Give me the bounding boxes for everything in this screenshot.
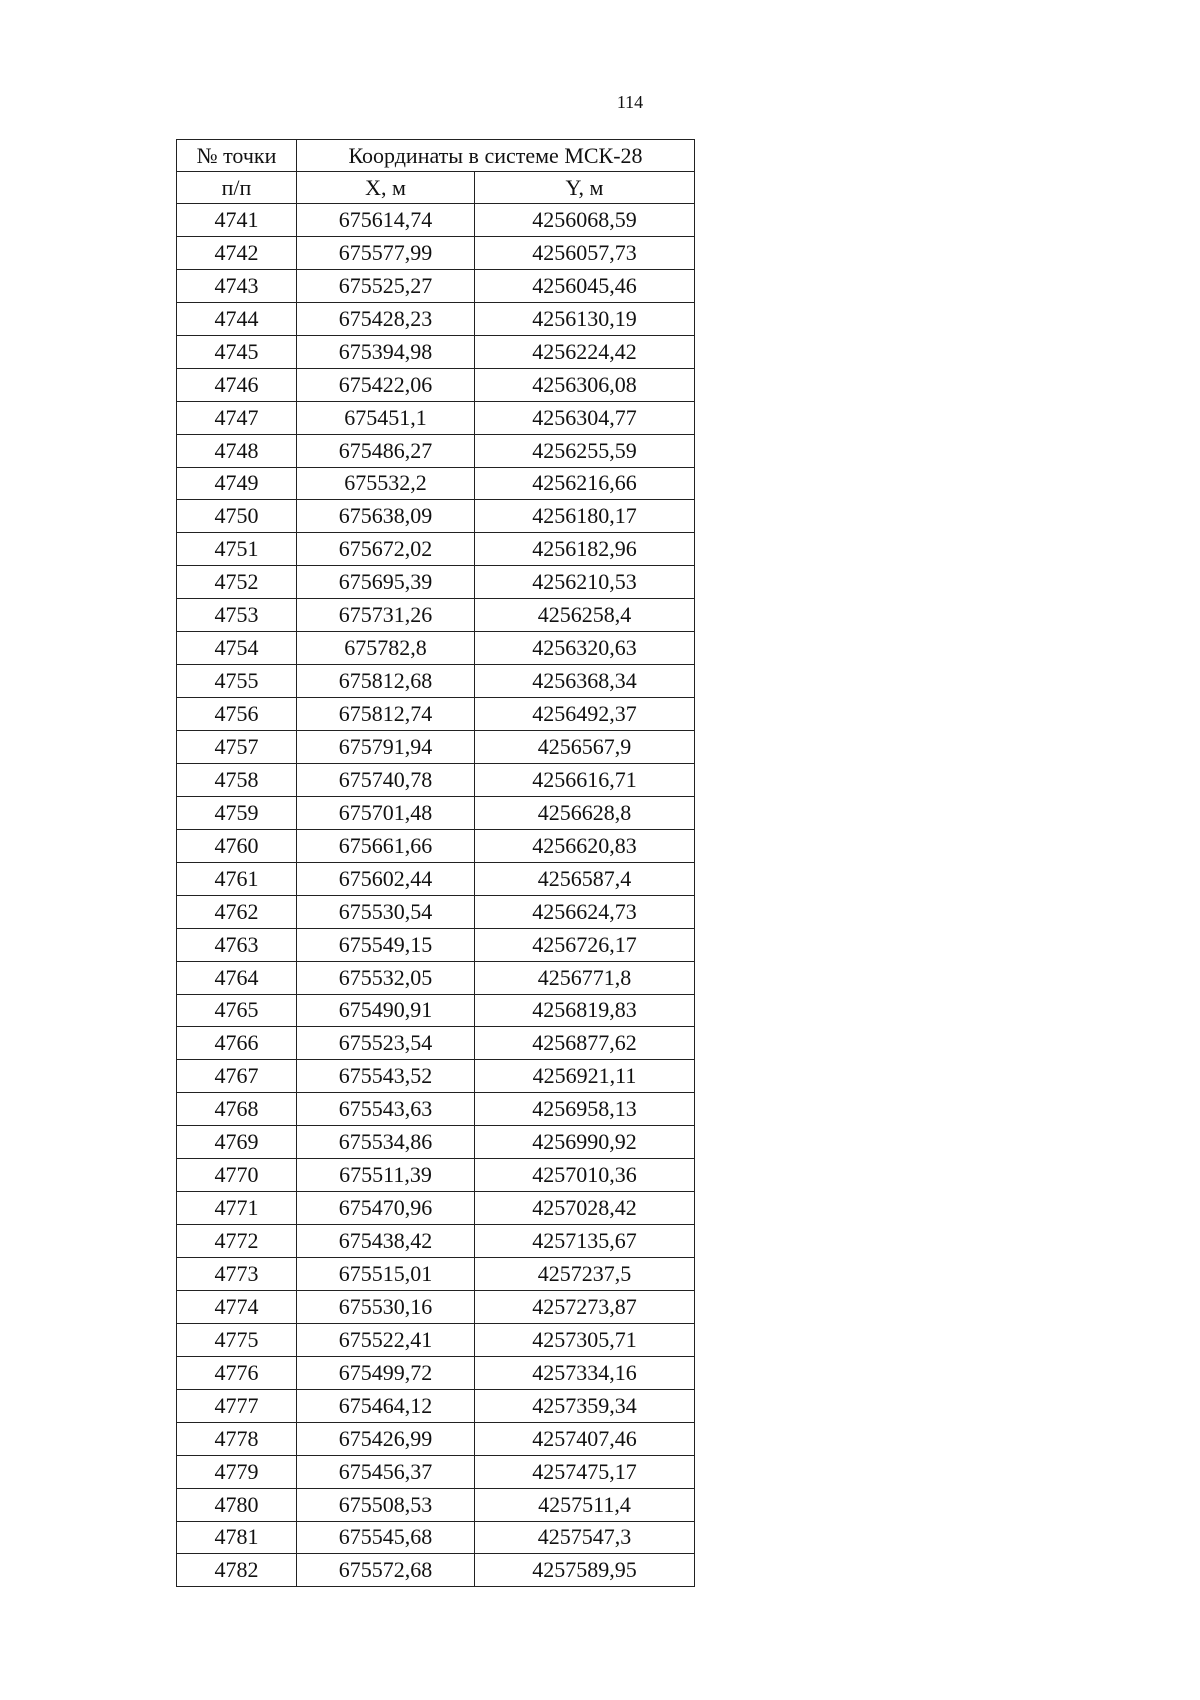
cell-y: 4256587,4	[475, 862, 695, 895]
table-row	[177, 236, 695, 269]
cell-x: 675661,66	[297, 829, 475, 862]
cell-x: 675532,05	[297, 961, 475, 994]
cell-point-number: 4778	[177, 1422, 297, 1455]
cell-y: 4257547,3	[475, 1521, 695, 1554]
cell-x: 675549,15	[297, 928, 475, 961]
table-row	[177, 1126, 695, 1159]
cell-point-number: 4779	[177, 1455, 297, 1488]
table-row	[177, 1554, 695, 1587]
cell-y: 4257475,17	[475, 1455, 695, 1488]
table-row	[177, 1422, 695, 1455]
cell-point-number: 4755	[177, 665, 297, 698]
cell-point-number: 4763	[177, 928, 297, 961]
cell-y: 4256180,17	[475, 500, 695, 533]
cell-point-number: 4765	[177, 994, 297, 1027]
table-row	[177, 204, 695, 237]
cell-x: 675812,74	[297, 698, 475, 731]
table-row	[177, 763, 695, 796]
cell-y: 4256492,37	[475, 698, 695, 731]
cell-x: 675422,06	[297, 368, 475, 401]
cell-point-number: 4773	[177, 1258, 297, 1291]
table-row	[177, 1455, 695, 1488]
cell-y: 4256216,66	[475, 467, 695, 500]
cell-x: 675530,16	[297, 1290, 475, 1323]
cell-point-number: 4759	[177, 796, 297, 829]
cell-y: 4256624,73	[475, 895, 695, 928]
table-row	[177, 928, 695, 961]
table-row	[177, 1093, 695, 1126]
table-row	[177, 566, 695, 599]
cell-point-number: 4741	[177, 204, 297, 237]
table-row	[177, 1323, 695, 1356]
header-coordinates: Координаты в системе МСК-28	[297, 140, 695, 172]
cell-x: 675499,72	[297, 1356, 475, 1389]
cell-y: 4256182,96	[475, 533, 695, 566]
table-row	[177, 500, 695, 533]
cell-x: 675394,98	[297, 335, 475, 368]
cell-x: 675602,44	[297, 862, 475, 895]
page-number: 114	[616, 92, 644, 112]
cell-y: 4257305,71	[475, 1323, 695, 1356]
cell-point-number: 4782	[177, 1554, 297, 1587]
cell-x: 675515,01	[297, 1258, 475, 1291]
cell-x: 675490,91	[297, 994, 475, 1027]
cell-point-number: 4762	[177, 895, 297, 928]
cell-point-number: 4751	[177, 533, 297, 566]
cell-y: 4256057,73	[475, 236, 695, 269]
table-row	[177, 665, 695, 698]
cell-x: 675577,99	[297, 236, 475, 269]
cell-y: 4256306,08	[475, 368, 695, 401]
cell-y: 4256130,19	[475, 302, 695, 335]
cell-point-number: 4743	[177, 269, 297, 302]
cell-x: 675572,68	[297, 1554, 475, 1587]
cell-point-number: 4771	[177, 1192, 297, 1225]
table-row	[177, 1356, 695, 1389]
cell-point-number: 4752	[177, 566, 297, 599]
cell-point-number: 4764	[177, 961, 297, 994]
table-row	[177, 994, 695, 1027]
cell-point-number: 4761	[177, 862, 297, 895]
cell-point-number: 4769	[177, 1126, 297, 1159]
cell-y: 4256620,83	[475, 829, 695, 862]
cell-point-number: 4767	[177, 1060, 297, 1093]
table-row	[177, 1258, 695, 1291]
cell-y: 4256255,59	[475, 434, 695, 467]
table-row	[177, 599, 695, 632]
cell-x: 675530,54	[297, 895, 475, 928]
table-row	[177, 335, 695, 368]
cell-point-number: 4780	[177, 1488, 297, 1521]
cell-point-number: 4744	[177, 302, 297, 335]
cell-point-number: 4756	[177, 698, 297, 731]
table-row	[177, 796, 695, 829]
table-row	[177, 368, 695, 401]
cell-y: 4256224,42	[475, 335, 695, 368]
cell-y: 4257511,4	[475, 1488, 695, 1521]
cell-x: 675545,68	[297, 1521, 475, 1554]
coordinates-table	[176, 139, 695, 1587]
cell-x: 675672,02	[297, 533, 475, 566]
cell-x: 675532,2	[297, 467, 475, 500]
cell-x: 675525,27	[297, 269, 475, 302]
cell-point-number: 4742	[177, 236, 297, 269]
cell-x: 675543,63	[297, 1093, 475, 1126]
cell-y: 4257135,67	[475, 1225, 695, 1258]
cell-x: 675812,68	[297, 665, 475, 698]
table-row	[177, 961, 695, 994]
cell-y: 4257589,95	[475, 1554, 695, 1587]
cell-y: 4257334,16	[475, 1356, 695, 1389]
cell-y: 4257273,87	[475, 1290, 695, 1323]
cell-y: 4256819,83	[475, 994, 695, 1027]
cell-point-number: 4760	[177, 829, 297, 862]
cell-x: 675464,12	[297, 1389, 475, 1422]
cell-x: 675511,39	[297, 1159, 475, 1192]
cell-x: 675543,52	[297, 1060, 475, 1093]
table-row	[177, 1159, 695, 1192]
table-row	[177, 632, 695, 665]
cell-point-number: 4745	[177, 335, 297, 368]
cell-point-number: 4757	[177, 731, 297, 764]
cell-y: 4257237,5	[475, 1258, 695, 1291]
cell-y: 4256258,4	[475, 599, 695, 632]
cell-point-number: 4772	[177, 1225, 297, 1258]
cell-point-number: 4758	[177, 763, 297, 796]
cell-y: 4257010,36	[475, 1159, 695, 1192]
cell-point-number: 4781	[177, 1521, 297, 1554]
header-y: Y, м	[475, 172, 695, 204]
table-row	[177, 467, 695, 500]
cell-y: 4257407,46	[475, 1422, 695, 1455]
cell-y: 4256990,92	[475, 1126, 695, 1159]
cell-y: 4256616,71	[475, 763, 695, 796]
table-row	[177, 1027, 695, 1060]
table-row	[177, 731, 695, 764]
cell-y: 4256921,11	[475, 1060, 695, 1093]
cell-x: 675740,78	[297, 763, 475, 796]
cell-x: 675486,27	[297, 434, 475, 467]
cell-x: 675428,23	[297, 302, 475, 335]
table-row	[177, 302, 695, 335]
table-row	[177, 401, 695, 434]
cell-x: 675638,09	[297, 500, 475, 533]
cell-y: 4257028,42	[475, 1192, 695, 1225]
cell-x: 675782,8	[297, 632, 475, 665]
cell-y: 4256045,46	[475, 269, 695, 302]
cell-y: 4256726,17	[475, 928, 695, 961]
cell-point-number: 4753	[177, 599, 297, 632]
table-row	[177, 862, 695, 895]
cell-y: 4256628,8	[475, 796, 695, 829]
cell-x: 675731,26	[297, 599, 475, 632]
cell-x: 675534,86	[297, 1126, 475, 1159]
cell-y: 4256877,62	[475, 1027, 695, 1060]
cell-point-number: 4766	[177, 1027, 297, 1060]
cell-point-number: 4775	[177, 1323, 297, 1356]
cell-y: 4256567,9	[475, 731, 695, 764]
table-row	[177, 1521, 695, 1554]
cell-x: 675523,54	[297, 1027, 475, 1060]
cell-y: 4256771,8	[475, 961, 695, 994]
table-row	[177, 533, 695, 566]
cell-x: 675701,48	[297, 796, 475, 829]
cell-x: 675451,1	[297, 401, 475, 434]
table-row	[177, 698, 695, 731]
cell-point-number: 4747	[177, 401, 297, 434]
cell-y: 4257359,34	[475, 1389, 695, 1422]
cell-y: 4256320,63	[475, 632, 695, 665]
cell-x: 675695,39	[297, 566, 475, 599]
cell-point-number: 4749	[177, 467, 297, 500]
table-row	[177, 1290, 695, 1323]
cell-point-number: 4754	[177, 632, 297, 665]
table-row	[177, 895, 695, 928]
cell-y: 4256068,59	[475, 204, 695, 237]
cell-y: 4256368,34	[475, 665, 695, 698]
table-row	[177, 434, 695, 467]
cell-point-number: 4748	[177, 434, 297, 467]
header-point-number: № точки	[177, 140, 297, 172]
cell-point-number: 4777	[177, 1389, 297, 1422]
cell-point-number: 4774	[177, 1290, 297, 1323]
cell-x: 675522,41	[297, 1323, 475, 1356]
cell-x: 675456,37	[297, 1455, 475, 1488]
table-row	[177, 1488, 695, 1521]
cell-x: 675470,96	[297, 1192, 475, 1225]
cell-point-number: 4768	[177, 1093, 297, 1126]
cell-x: 675508,53	[297, 1488, 475, 1521]
cell-x: 675426,99	[297, 1422, 475, 1455]
table-row	[177, 1389, 695, 1422]
cell-y: 4256304,77	[475, 401, 695, 434]
cell-x: 675614,74	[297, 204, 475, 237]
cell-point-number: 4776	[177, 1356, 297, 1389]
table-row	[177, 1192, 695, 1225]
cell-y: 4256210,53	[475, 566, 695, 599]
table-body	[177, 204, 695, 1587]
cell-point-number: 4750	[177, 500, 297, 533]
cell-point-number: 4770	[177, 1159, 297, 1192]
table-row	[177, 1060, 695, 1093]
header-x: X, м	[297, 172, 475, 204]
header-point-subtitle: п/п	[177, 172, 297, 204]
table-row	[177, 269, 695, 302]
table-row	[177, 1225, 695, 1258]
cell-point-number: 4746	[177, 368, 297, 401]
cell-x: 675438,42	[297, 1225, 475, 1258]
cell-y: 4256958,13	[475, 1093, 695, 1126]
table-row	[177, 829, 695, 862]
cell-x: 675791,94	[297, 731, 475, 764]
